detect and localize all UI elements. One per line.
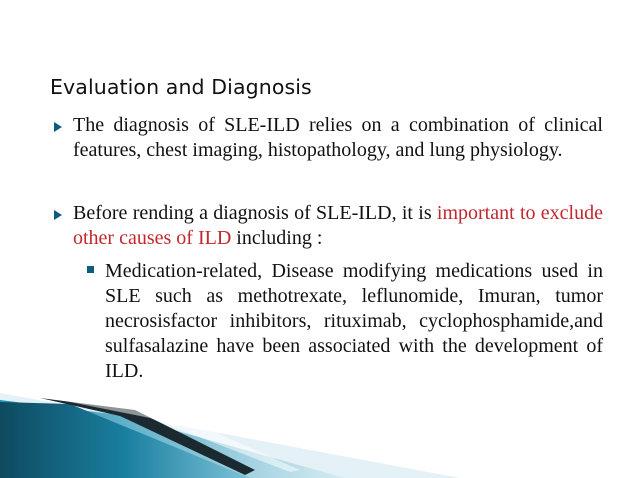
highlighted-text: important to exclude other causes of ILD xyxy=(73,202,603,249)
triangle-right-icon xyxy=(53,209,63,221)
triangle-right-icon xyxy=(53,121,63,133)
square-icon xyxy=(87,266,94,273)
bullet-diagnosis: The diagnosis of SLE-ILD relies on a combination of clinical features, chest imaging, histopathology, and lung physiology. xyxy=(73,114,603,161)
bullet-text-part: including : xyxy=(231,227,323,249)
bullet-text-part: Before rending a diagnosis of SLE-ILD, it is xyxy=(73,202,437,224)
bullet-exclude-causes xyxy=(73,201,603,251)
slide-title: Evaluation and Diagnosis xyxy=(50,75,312,99)
sub-bullet-medications: Medication-related, Disease modifying medications used in SLE such as methotrexate, leflunomide, Imuran, tumor necrosisfactor inhibitors, rituximab, cyclophosphamide,and sulfasalazine have been associated with the development of ILD. xyxy=(105,260,603,382)
